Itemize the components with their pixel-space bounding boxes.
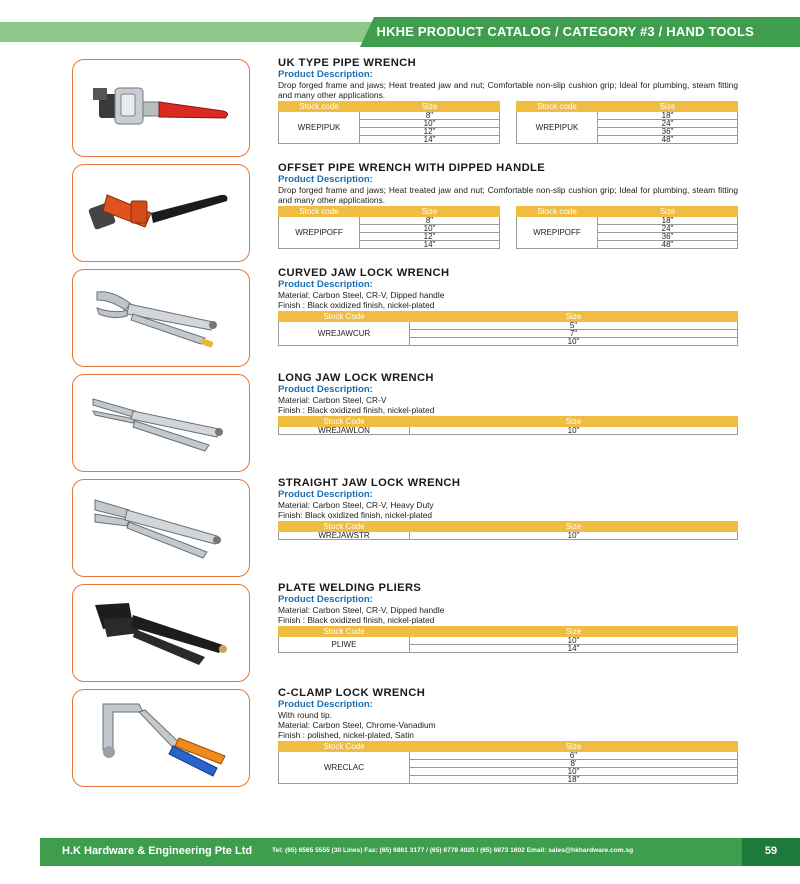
stock-code-header: Stock Code (279, 312, 410, 322)
size-cell: 24" (598, 120, 738, 128)
stock-tables (278, 626, 738, 653)
size-cell: 10" (410, 427, 738, 435)
stock-code-cell: WREJAWLON (279, 427, 410, 435)
size-header: Size (598, 102, 738, 112)
stock-table (516, 101, 738, 144)
stock-code-cell: PLIWE (279, 637, 410, 653)
product-section-uk-pipe-wrench (0, 57, 800, 161)
size-cell: 12" (360, 128, 500, 136)
size-header: Size (598, 207, 738, 217)
stock-code-header: Stock code (517, 102, 598, 112)
stock-tables (278, 741, 738, 784)
size-cell: 48" (598, 136, 738, 144)
size-cell: 10" (360, 225, 500, 233)
product-title: LONG JAW LOCK WRENCH (278, 372, 434, 384)
product-title: UK TYPE PIPE WRENCH (278, 57, 417, 69)
product-section-offset-pipe-wrench (0, 162, 800, 266)
product-image-frame (72, 479, 250, 577)
size-cell: 14" (360, 241, 500, 249)
long-jaw-lock-wrench-image (73, 375, 248, 470)
size-header: Size (410, 522, 738, 532)
stock-table (278, 101, 500, 144)
product-description: Drop forged frame and jaws; Heat treated jaw and nut; Comfortable non-slip cushion grip; Ideal for plumbing, steam fitting and many other applications. (278, 185, 738, 205)
size-cell: 12" (360, 233, 500, 241)
product-title: C-CLAMP LOCK WRENCH (278, 687, 426, 699)
product-content (278, 162, 738, 249)
product-content (278, 582, 738, 653)
stock-tables (278, 416, 738, 435)
product-section-plate-welding-pliers (0, 582, 800, 686)
product-description: Finish : Black oxidized finish, nickel-plated (278, 405, 435, 415)
stock-code-cell: WRECLAC (279, 752, 410, 784)
product-section-c-clamp-lock-wrench (0, 687, 800, 791)
product-description: Material: Carbon Steel, CR-V, Dipped handle (278, 290, 445, 300)
stock-table (278, 626, 738, 653)
stock-table (516, 206, 738, 249)
product-description: Material: Carbon Steel, CR-V, Dipped handle (278, 605, 445, 615)
product-description: Material: Carbon Steel, CR-V (278, 395, 387, 405)
stock-table (278, 521, 738, 540)
product-title: CURVED JAW LOCK WRENCH (278, 267, 450, 279)
size-cell: 36" (598, 128, 738, 136)
catalog-footer (40, 838, 800, 866)
size-cell: 18" (598, 217, 738, 225)
contact-info: Tel: (65) 6565 5555 (30 Lines) Fax: (65) 6861 3177 / (65) 6778 4025 / (65) 6873 1602 Email: sales@hkhardware.com.sg (272, 847, 634, 854)
size-cell: 10" (410, 637, 738, 645)
product-content (278, 57, 738, 144)
stock-code-cell: WREJAWCUR (279, 322, 410, 346)
product-content (278, 477, 738, 540)
size-cell: 8" (360, 112, 500, 120)
stock-code-header: Stock Code (279, 742, 410, 752)
product-title: OFFSET PIPE WRENCH WITH DIPPED HANDLE (278, 162, 546, 174)
size-header: Size (410, 627, 738, 637)
size-cell: 10" (410, 338, 738, 346)
size-cell: 36" (598, 233, 738, 241)
stock-code-cell: WREJAWSTR (279, 532, 410, 540)
stock-code-header: Stock Code (279, 627, 410, 637)
size-cell: 14" (360, 136, 500, 144)
size-header: Size (410, 417, 738, 427)
size-cell: 7" (410, 330, 738, 338)
size-cell: 8' (410, 760, 738, 768)
size-cell: 24" (598, 225, 738, 233)
stock-code-header: Stock Code (279, 522, 410, 532)
size-header: Size (410, 312, 738, 322)
product-description-label: Product Description: (278, 699, 373, 710)
product-description: Drop forged frame and jaws; Heat treated jaw and nut; Comfortable non-slip cushion grip; Ideal for plumbing, steam fitting and many other applications. (278, 80, 738, 100)
size-cell: 10" (410, 768, 738, 776)
product-description-label: Product Description: (278, 69, 373, 80)
stock-code-cell: WREPIPUK (517, 112, 598, 144)
stock-table (278, 741, 738, 784)
straight-jaw-lock-wrench-image (73, 480, 248, 575)
product-description: Finish : polished, nickel-plated, Satin (278, 730, 414, 740)
product-content (278, 267, 738, 346)
stock-table (278, 311, 738, 346)
product-content (278, 687, 738, 784)
size-header: Size (360, 102, 500, 112)
product-description: Finish : Black oxidized finish, nickel-plated (278, 300, 435, 310)
product-description: Finish: Black oxidized finish, nickel-plated (278, 510, 433, 520)
page-number-box (742, 838, 800, 866)
product-content (278, 372, 738, 435)
size-cell: 5" (410, 322, 738, 330)
product-description-label: Product Description: (278, 489, 373, 500)
header-title: HKHE PRODUCT CATALOG / CATEGORY #3 / HAND TOOLS (376, 24, 754, 39)
catalog-header (0, 17, 800, 47)
product-description: Finish : Black oxidized finish, nickel-plated (278, 615, 435, 625)
company-name: H.K Hardware & Engineering Pte Ltd (62, 845, 253, 857)
size-cell: 18" (410, 776, 738, 784)
product-image-frame (72, 164, 250, 262)
product-title: PLATE WELDING PLIERS (278, 582, 422, 594)
curved-jaw-lock-wrench-image (73, 270, 248, 365)
stock-tables (278, 205, 738, 249)
product-section-curved-jaw-lock-wrench (0, 267, 800, 371)
product-description: Material: Carbon Steel, Chrome-Vanadium (278, 720, 436, 730)
product-image-frame (72, 584, 250, 682)
size-cell: 48" (598, 241, 738, 249)
page-number: 59 (764, 845, 778, 857)
stock-code-header: Stock code (279, 207, 360, 217)
product-description: With round tip. (278, 710, 332, 720)
product-description-label: Product Description: (278, 279, 373, 290)
size-cell: 6" (410, 752, 738, 760)
product-section-straight-jaw-lock-wrench (0, 477, 800, 581)
product-image-frame (72, 689, 250, 787)
size-cell: 14" (410, 645, 738, 653)
product-image-frame (72, 59, 250, 157)
product-image-frame (72, 374, 250, 472)
product-title: STRAIGHT JAW LOCK WRENCH (278, 477, 461, 489)
stock-code-header: Stock code (279, 102, 360, 112)
uk-pipe-wrench-image (73, 60, 248, 155)
size-header: Size (410, 742, 738, 752)
stock-code-cell: WREPIPUK (279, 112, 360, 144)
stock-table (278, 206, 500, 249)
product-description-label: Product Description: (278, 174, 373, 185)
stock-tables (278, 100, 738, 144)
stock-code-cell: WREPIPOFF (517, 217, 598, 249)
stock-table (278, 416, 738, 435)
stock-code-cell: WREPIPOFF (279, 217, 360, 249)
size-cell: 10" (410, 532, 738, 540)
size-cell: 18" (598, 112, 738, 120)
size-cell: 10" (360, 120, 500, 128)
stock-tables (278, 311, 738, 346)
stock-tables (278, 521, 738, 540)
plate-welding-pliers-image (73, 585, 248, 680)
product-image-frame (72, 269, 250, 367)
size-cell: 8" (360, 217, 500, 225)
product-description-label: Product Description: (278, 384, 373, 395)
product-description-label: Product Description: (278, 594, 373, 605)
c-clamp-lock-wrench-image (73, 690, 248, 785)
product-section-long-jaw-lock-wrench (0, 372, 800, 476)
product-description: Material: Carbon Steel, CR-V, Heavy Duty (278, 500, 434, 510)
stock-code-header: Stock Code (279, 417, 410, 427)
stock-code-header: Stock code (517, 207, 598, 217)
size-header: Size (360, 207, 500, 217)
offset-pipe-wrench-image (73, 165, 248, 260)
